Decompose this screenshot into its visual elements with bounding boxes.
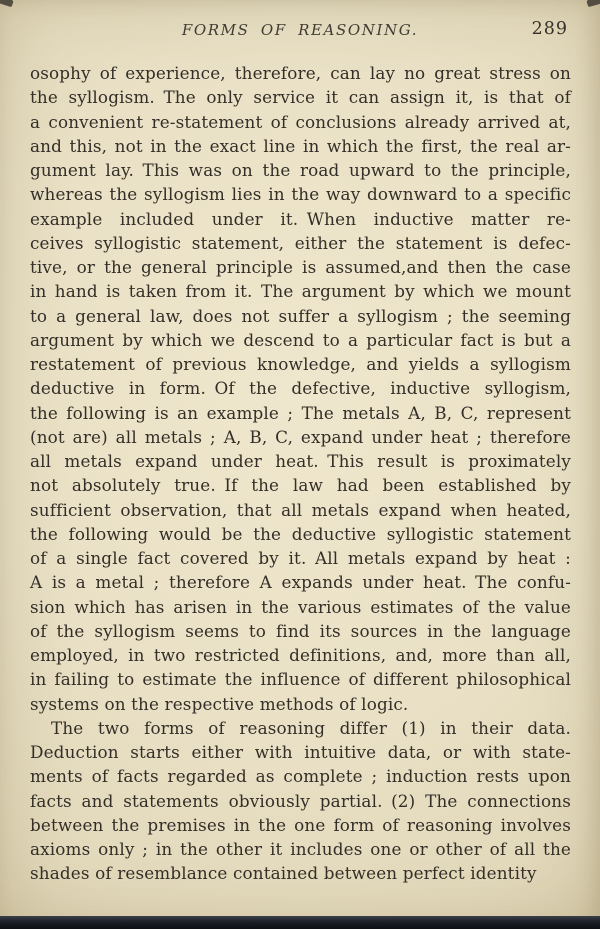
text-line: tive, or the general principle is assumed,and then the case [30,257,571,277]
text-line: the following would be the deductive syllogistic statement [30,523,571,544]
text-line: example included under it. When inductive matter re- [30,208,571,229]
text-line: The two forms of reasoning differ (1) in their data. [51,717,571,738]
text-line: in hand is taken from it. The argument by which we mount [30,281,571,302]
text-line: (not are) all metals ; A, B, C, expand under heat ; therefore [30,426,571,447]
text-line: shades of resemblance contained between perfect identity [30,863,537,884]
text-line: not absolutely true. If the law had been established by [30,475,571,496]
text-line: gument lay. This was on the road upward to the principle, [30,160,571,180]
text-line: and this, not in the exact line in which the first, the real ar- [30,135,571,156]
text-line: A is a metal ; therefore A expands under heat. The confu- [30,572,571,593]
text-line: argument by which we descend to a particular fact is but a [30,329,571,350]
page-number: 289 [531,19,568,39]
text-line: the syllogism. The only service it can assign it, is that of [30,87,571,108]
page-header-title: FORMS OF REASONING. [181,21,419,39]
scan-speck-top-left-icon [0,0,14,7]
text-line: osophy of experience, therefore, can lay no great stress on [30,63,571,83]
text-line: in failing to estimate the influence of different philosophical [30,669,571,690]
text-line: ceives syllogistic statement, either the statement is defec- [30,232,571,253]
running-header [30,20,570,42]
text-line: of a single fact covered by it. All metals expand by heat : [30,548,571,568]
text-line: between the premises in the one form of reasoning involves [30,814,571,835]
text-line: a convenient re-statement of conclusions already arrived at, [30,111,571,132]
text-line: Deduction starts either with intuitive data, or with state- [30,742,571,762]
text-line: all metals expand under heat. This result is proximately [30,451,571,471]
text-line: employed, in two restricted definitions, and, more than all, [30,645,571,665]
text-line: systems on the respective methods of logic. [30,693,409,714]
text-line: whereas the syllogism lies in the way downward to a specific [30,184,571,205]
text-line: sion which has arisen in the various estimates of the value [30,596,571,617]
text-line: ments of facts regarded as complete ; induction rests upon [30,766,571,787]
text-line: the following is an example ; The metals A, B, C, represent [30,402,571,423]
text-line: deductive in form. Of the defective, inductive syllogism, [30,378,571,399]
text-line: restatement of previous knowledge, and yields a syllogism [30,354,571,374]
text-line: of the syllogism seems to find its sources in the language [30,620,571,641]
scan-edge-bottom [0,916,600,929]
text-line: facts and statements obviously partial. (2) The connections [30,790,571,811]
text-line: to a general law, does not suffer a syllogism ; the seeming [30,305,571,326]
scan-speck-top-right-icon [586,0,600,7]
body-text [30,61,571,886]
text-line: axioms only ; in the other it includes one or other of all the [30,839,571,859]
text-line: sufficient observation, that all metals expand when heated, [30,499,571,520]
